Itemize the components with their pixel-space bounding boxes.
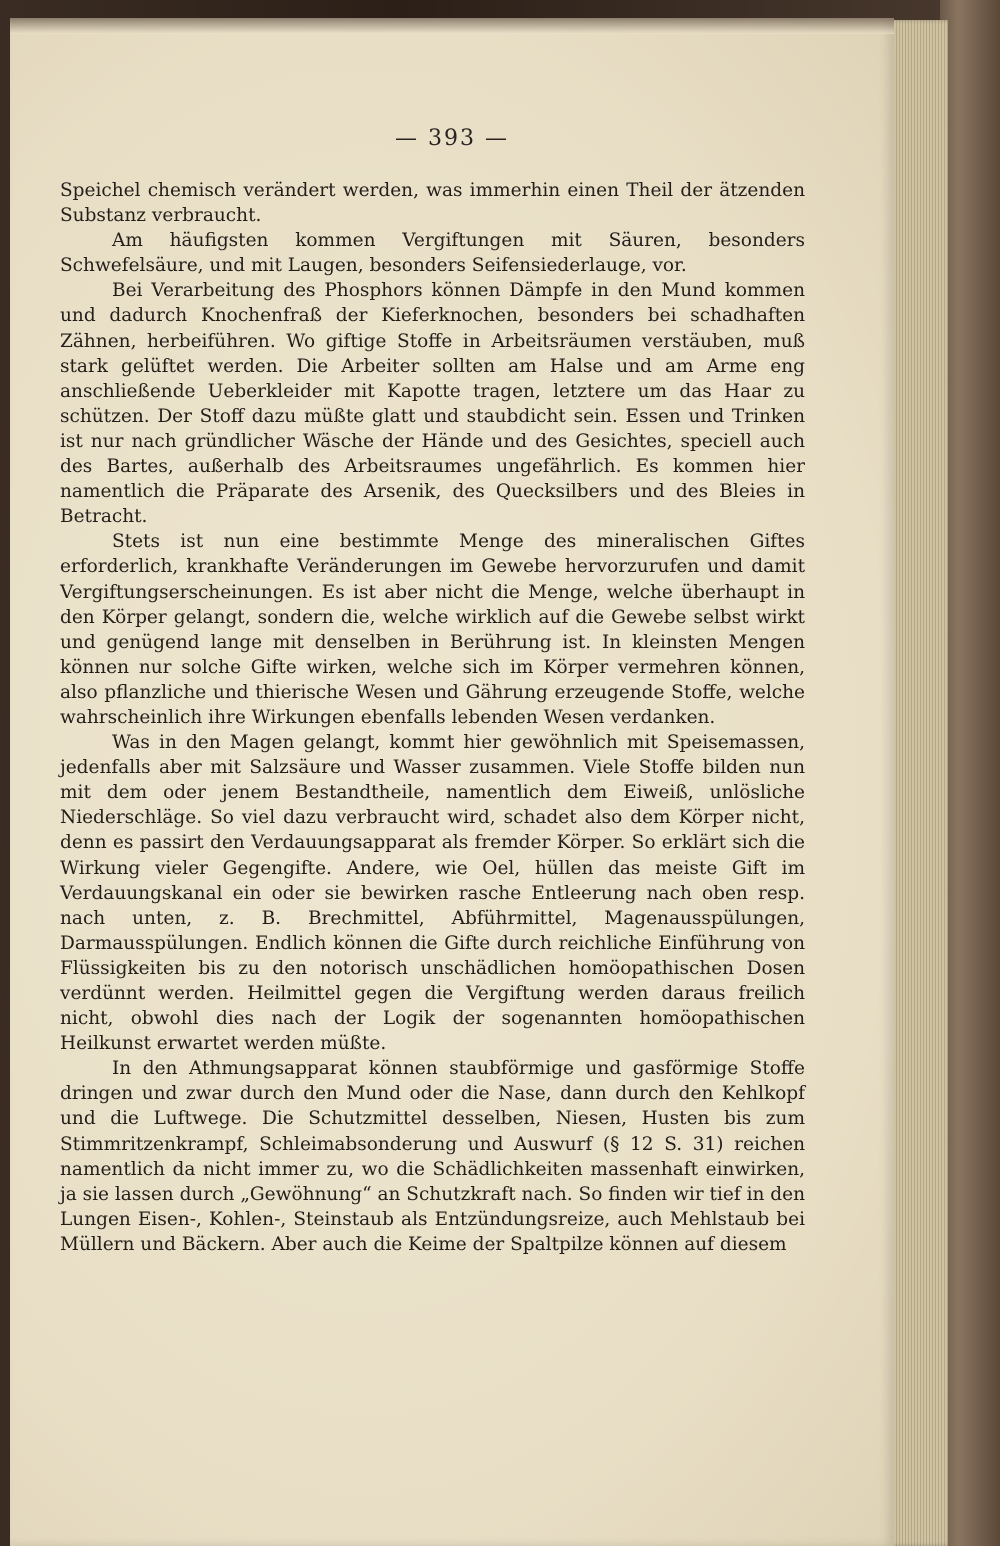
page-text	[60, 178, 805, 1257]
page-number: — 393 —	[395, 126, 509, 151]
page-edges	[888, 20, 948, 1546]
book-spine-edge	[940, 0, 1000, 1546]
paragraph-4: Stets ist nun eine bestimmte Menge des mineralischen Giftes erforderlich, krankhafte Veränderungen im Gewebe hervorzurufen und damit Vergiftungserscheinungen. Es ist aber nicht die Menge, welche überhaupt in den Körper gelangt, sondern die, welche wirklich auf die Gewebe selbst wirkt und genügend lange mit denselben in Berührung ist. In kleinsten Mengen können nur solche Gifte wirken, welche sich im Körper vermehren können, also pflanzliche und thierische Wesen und Gährung erzeugende Stoffe, welche wahrscheinlich ihre Wirkungen ebenfalls lebenden Wesen verdanken.	[60, 531, 805, 728]
page-top-edge	[10, 18, 894, 34]
book-page	[10, 18, 894, 1546]
paragraph-6: In den Athmungsapparat können staubförmige und gasförmige Stoffe dringen und zwar durch den Mund oder die Nase, dann durch den Kehlkopf und die Luftwege. Die Schutzmittel desselben, Niesen, Husten bis zum Stimmritzenkrampf, Schleimabsonderung und Auswurf (§ 12 S. 31) reichen namentlich da nicht immer zu, wo die Schädlichkeiten massenhaft einwirken, ja sie lassen durch „Gewöhnung“ an Schutzkraft nach. So finden wir tief in den Lungen Eisen-, Kohlen-, Steinstaub als Entzündungsreize, auch Mehlstaub bei Müllern und Bäckern. Aber auch die Keime der Spaltpilze können auf diesem	[60, 1058, 805, 1255]
paragraph-5: Was in den Magen gelangt, kommt hier gewöhnlich mit Speisemassen, jedenfalls aber mit Salzsäure und Wasser zusammen. Viele Stoffe bilden nun mit dem oder jenem Bestandtheile, namentlich dem Eiweiß, unlösliche Niederschläge. So viel dazu verbraucht wird, schadet also dem Körper nicht, denn es passirt den Verdauungsapparat als fremder Körper. So erklärt sich die Wirkung vieler Gegengifte. Andere, wie Oel, hüllen das meiste Gift im Verdauungskanal ein oder sie bewirken rasche Entleerung nach oben resp. nach unten, z. B. Brechmittel, Abführmittel, Magenausspülungen, Darmausspülungen. Endlich können die Gifte durch reichliche Einführung von Flüssigkeiten bis zu den notorisch unschädlichen homöopathischen Dosen verdünnt werden. Heilmittel gegen die Vergiftung werden daraus freilich nicht, obwohl dies nach der Logik der sogenannten homöopathischen Heilkunst erwartet werden müßte.	[60, 732, 805, 1055]
paragraph-2: Am häufigsten kommen Vergiftungen mit Säuren, besonders Schwefelsäure, und mit Laugen, besonders Seifensiederlauge, vor.	[60, 230, 805, 277]
paragraph-1: Speichel chemisch verändert werden, was immerhin einen Theil der ätzenden Substanz verbraucht.	[60, 180, 805, 227]
paragraph-3: Bei Verarbeitung des Phosphors können Dämpfe in den Mund kommen und dadurch Knochenfraß der Kieferknochen, besonders bei schadhaften Zähnen, herbeiführen. Wo giftige Stoffe in Arbeitsräumen verstäuben, muß stark gelüftet werden. Die Arbeiter sollten am Halse und am Arme eng anschließende Ueberkleider mit Kapotte tragen, letztere um das Haar zu schützen. Der Stoff dazu müßte glatt und staubdicht sein. Essen und Trinken ist nur nach gründlicher Wäsche der Hände und des Gesichtes, speciell auch des Bartes, außerhalb des Arbeitsraumes ungefährlich. Es kommen hier namentlich die Präparate des Arsenik, des Quecksilbers und des Bleies in Betracht.	[60, 280, 805, 528]
